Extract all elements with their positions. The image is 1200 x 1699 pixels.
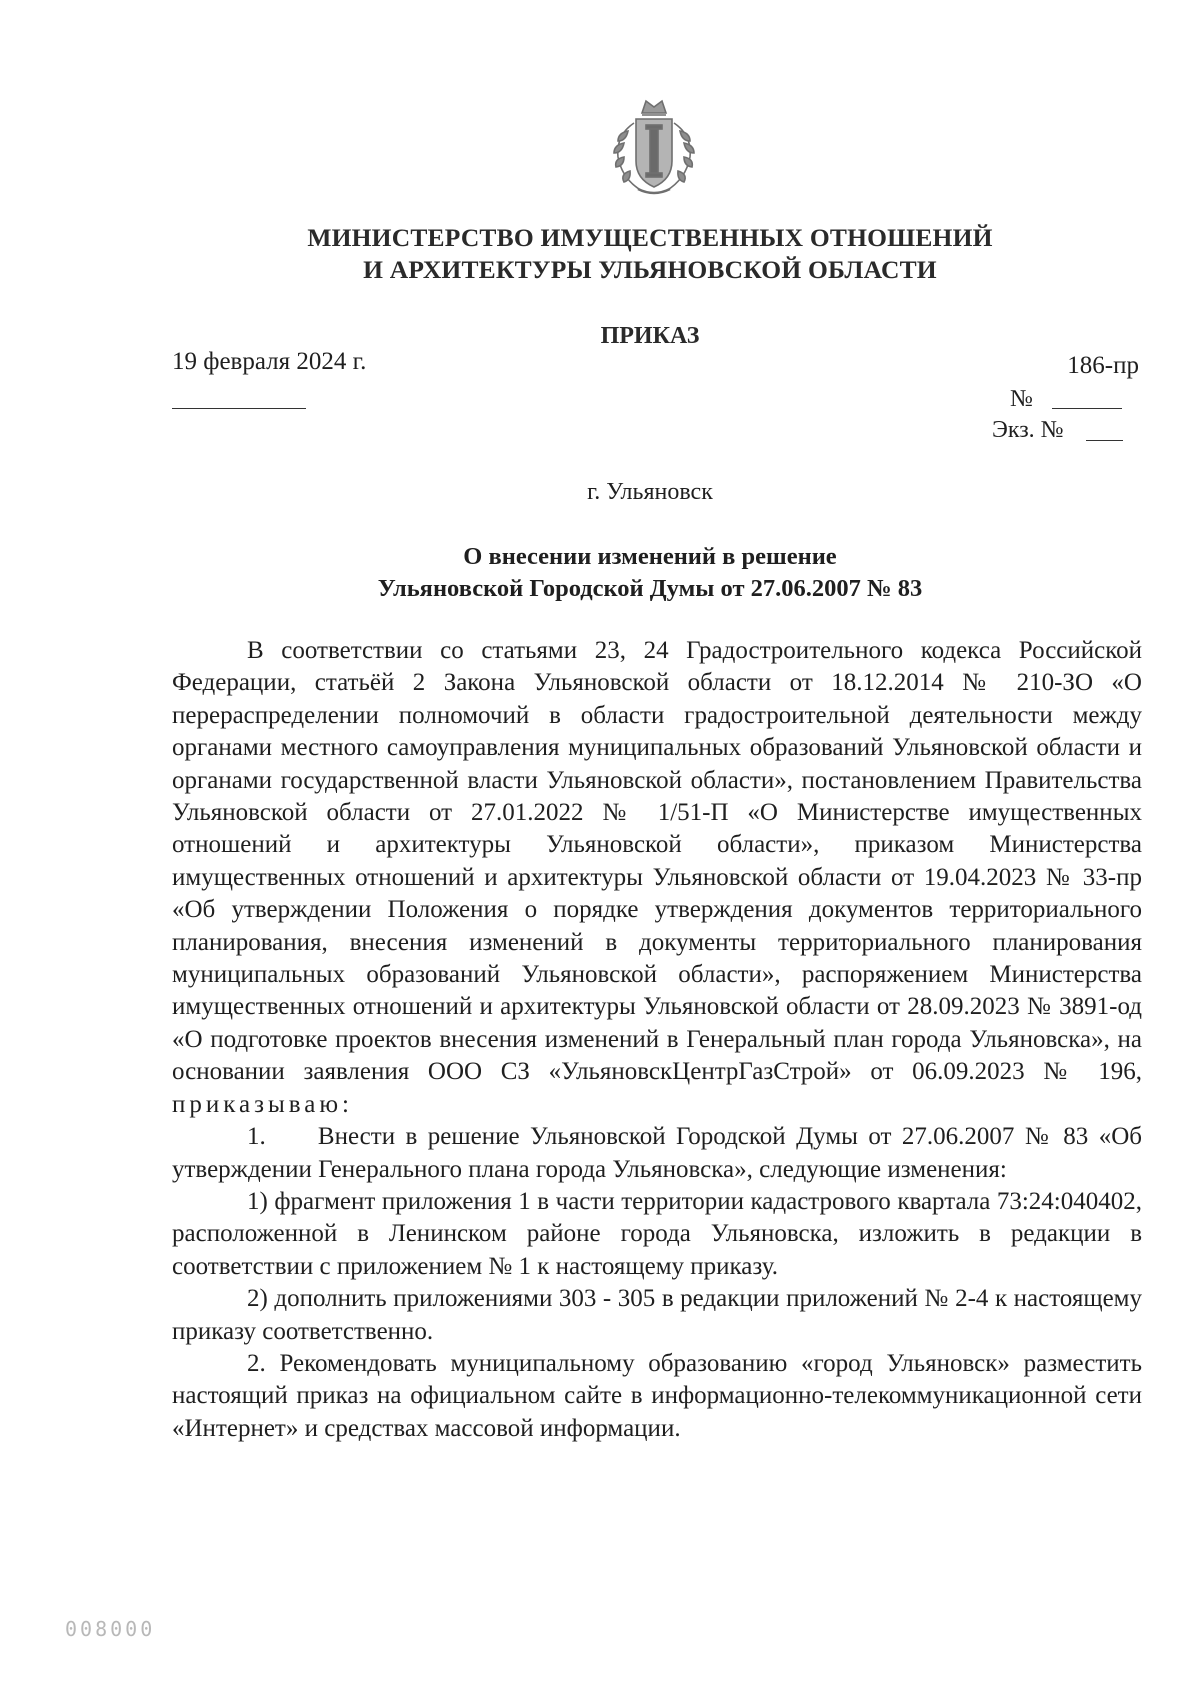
date-underline [172, 408, 306, 409]
preamble-paragraph [172, 635, 1142, 1121]
subject-line2: Ульяновской Городской Думы от 27.06.2007 № 83 [377, 575, 923, 602]
order-date: 19 февраля 2024 г. [172, 348, 367, 375]
number-mark: № [1010, 386, 1033, 412]
page-stamp: 008000 [65, 1617, 156, 1641]
ministry-name-line2: И АРХИТЕКТУРЫ УЛЬЯНОВСКОЙ ОБЛАСТИ [363, 255, 937, 284]
copy-number-mark: Экз. № [992, 417, 1064, 443]
item-2-paragraph: 2. Рекомендовать муниципальному образованию «город Ульяновск» разместить настоящий приказ на официальном сайте в информационно-телекоммуникационной сети «Интернет» и средствах массовой информации. [172, 1349, 1142, 1442]
number-underline [1052, 408, 1122, 409]
item-1-1-paragraph: 1) фрагмент приложения 1 в части территории кадастрового квартала 73:24:040402, расположенной в Ленинском районе города Ульяновска, изложить в редакции в соответствии с приложением № 1 к настоящему приказу. [172, 1187, 1142, 1280]
order-number: 186-пр [1067, 352, 1139, 379]
item-1-paragraph: 1. Внести в решение Ульяновской Городской Думы от 27.06.2007 № 83 «Об утверждении Генерального плана города Ульяновска», следующие изменения: [172, 1123, 1142, 1183]
preamble-text: В соответствии со статьями 23, 24 Градостроительного кодекса Российской Федерации, статьёй 2 Закона Ульяновской области от 18.12.2014 № 210-ЗО «О перераспределении полномочий в области градостроительной деятельности между органами местного самоуправления муниципальных образований Ульяновской области и органами государственной власти Ульяновской области», постановлением Правительства Ульяновской области от 27.01.2022 № 1/51-П «О Министерстве имущественных отношений и архитектуры Ульяновской области», приказом Министерства имущественных отношений и архитектуры Ульяновской области от 19.04.2023 № 33-пр «Об утверждении Положения о порядке утверждения документов территориального планирования, внесения изменений в документы территориального планирования муниципальных образований Ульяновской области», распоряжением Министерства имущественных отношений и архитектуры Ульяновской области от 28.09.2023 № 3891-од «О подготовке проектов внесения изменений в Генеральный план города Ульяновска», на основании заявления ООО СЗ «УльяновскЦентрГазСтрой» от 06.09.2023 № 196, [172, 637, 1142, 1086]
coat-of-arms-emblem [598, 95, 710, 200]
order-body [172, 635, 1142, 1445]
copy-number-underline [1086, 440, 1123, 441]
order-word: приказываю: [172, 1090, 353, 1118]
document-type-title: ПРИКАЗ [600, 323, 700, 349]
item-1-2-paragraph: 2) дополнить приложениями 303 - 305 в редакции приложений № 2-4 к настоящему приказу соответственно. [172, 1285, 1142, 1345]
city: г. Ульяновск [587, 479, 713, 505]
ministry-name-line1: МИНИСТЕРСТВО ИМУЩЕСТВЕННЫХ ОТНОШЕНИЙ [307, 223, 993, 252]
subject-line1: О внесении изменений в решение [463, 543, 837, 570]
